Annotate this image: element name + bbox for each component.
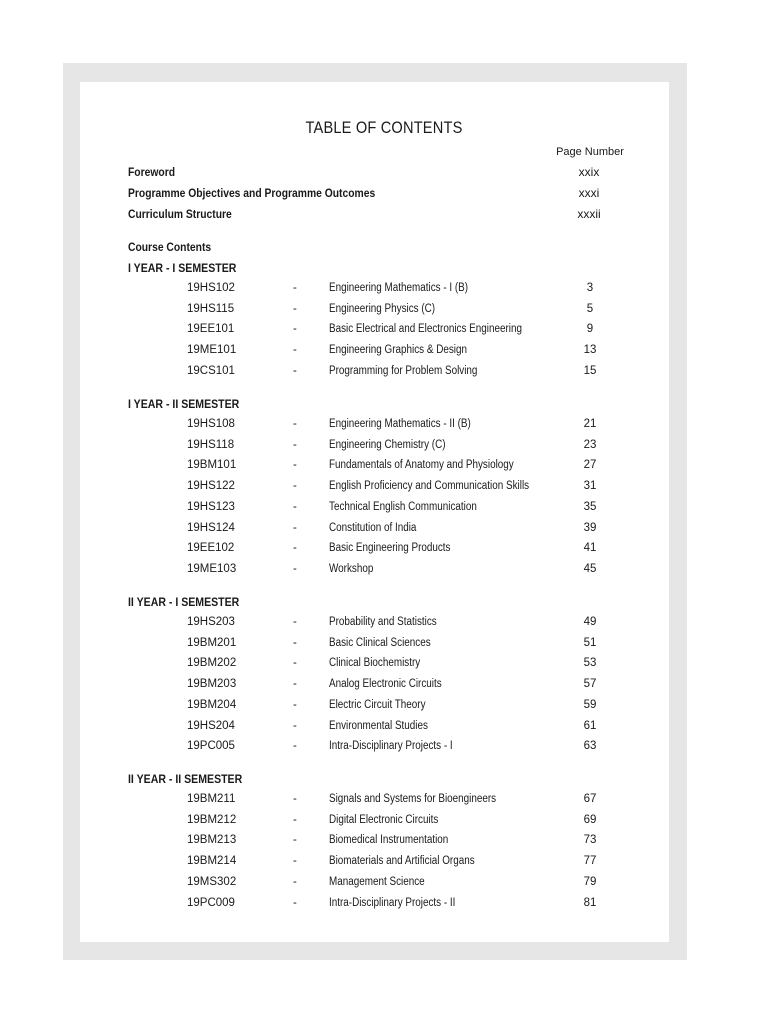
course-title: Environmental Studies	[329, 719, 428, 732]
page-number: 31	[583, 480, 597, 493]
course-code: 19BM203	[187, 678, 237, 691]
course-code: 19HS102	[187, 282, 235, 294]
separator-dash: -	[293, 719, 297, 732]
course-title: Workshop	[329, 562, 374, 575]
page-number: 61	[583, 719, 597, 732]
course-title: Basic Engineering Products	[329, 542, 451, 555]
page-number: 73	[583, 834, 597, 847]
course-code: 19BM214	[187, 855, 237, 868]
toc-title: TABLE OF CONTENTS	[305, 118, 463, 137]
toc-row	[0, 344, 768, 362]
semester-heading: II YEAR - II SEMESTER	[128, 772, 243, 786]
course-code: 19BM212	[187, 813, 237, 826]
page-number: 79	[583, 875, 597, 888]
course-title: Engineering Graphics & Design	[329, 344, 467, 357]
page-number: 39	[583, 521, 597, 534]
toc-row	[0, 542, 768, 560]
course-title: Management Science	[329, 875, 425, 888]
page-number: 15	[583, 364, 597, 377]
page-number: 53	[583, 657, 597, 670]
course-contents-label: Course Contents	[128, 240, 212, 254]
front-matter-title: Programme Objectives and Programme Outcomes	[128, 186, 376, 200]
page-number: 59	[583, 698, 597, 711]
course-title: English Proficiency and Communication Skills	[329, 480, 530, 493]
course-title: Analog Electronic Circuits	[329, 678, 442, 691]
front-matter-page: xxxi	[578, 186, 600, 200]
course-title: Engineering Mathematics - I (B)	[329, 282, 469, 294]
toc-row	[0, 303, 768, 321]
course-code: 19BM202	[187, 657, 237, 670]
toc-row	[0, 699, 768, 717]
separator-dash: -	[293, 542, 297, 555]
separator-dash: -	[293, 793, 297, 805]
course-title: Biomedical Instrumentation	[329, 834, 449, 847]
course-code: 19PC005	[187, 740, 235, 753]
separator-dash: -	[293, 875, 297, 888]
page-number: 35	[583, 500, 597, 513]
toc-row	[0, 365, 768, 383]
course-title: Clinical Biochemistry	[329, 657, 421, 670]
page-number: 9	[586, 323, 594, 336]
page-number: 5	[586, 302, 594, 315]
toc-row	[0, 720, 768, 738]
toc-row	[0, 855, 768, 873]
course-code: 19BM201	[187, 636, 237, 649]
separator-dash: -	[293, 657, 297, 670]
separator-dash: -	[293, 698, 297, 711]
page-number: 41	[583, 542, 597, 555]
page-number: 67	[583, 793, 597, 805]
course-title: Engineering Physics (C)	[329, 302, 436, 315]
separator-dash: -	[293, 418, 297, 430]
course-code: 19BM213	[187, 834, 237, 847]
course-title: Digital Electronic Circuits	[329, 813, 439, 826]
toc-row	[0, 282, 768, 300]
course-title: Programming for Problem Solving	[329, 364, 478, 377]
course-title: Constitution of India	[329, 521, 417, 534]
toc-row	[0, 793, 768, 811]
course-code: 19HS204	[187, 719, 235, 732]
course-code: 19PC009	[187, 896, 235, 909]
page-number: 23	[583, 438, 597, 451]
separator-dash: -	[293, 740, 297, 753]
course-code: 19BM204	[187, 698, 237, 711]
toc-row	[0, 876, 768, 894]
semester-heading: I YEAR - II SEMESTER	[128, 397, 240, 411]
toc-row	[0, 418, 768, 436]
toc-row	[0, 501, 768, 519]
toc-row	[0, 678, 768, 696]
course-code: 19HS115	[187, 302, 235, 315]
separator-dash: -	[293, 344, 297, 357]
course-code: 19EE101	[187, 323, 235, 336]
course-code: 19CS101	[187, 364, 235, 377]
course-code: 19BM101	[187, 459, 237, 472]
page-number: 21	[583, 418, 597, 430]
page-number: 45	[583, 562, 597, 575]
course-code: 19HS124	[187, 521, 235, 534]
course-code: 19HS203	[187, 616, 235, 628]
separator-dash: -	[293, 896, 297, 909]
semester-heading: I YEAR - I SEMESTER	[128, 261, 237, 275]
front-matter-page: xxix	[578, 165, 600, 179]
front-matter-page: xxxii	[577, 207, 601, 221]
course-code: 19ME101	[187, 344, 237, 357]
course-title: Engineering Mathematics - II (B)	[329, 418, 471, 430]
toc-row	[0, 439, 768, 457]
course-title: Basic Electrical and Electronics Engineering	[329, 323, 522, 336]
page-number: 3	[586, 282, 594, 294]
separator-dash: -	[293, 834, 297, 847]
course-title: Biomaterials and Artificial Organs	[329, 855, 475, 868]
page-number: 13	[583, 344, 597, 357]
separator-dash: -	[293, 364, 297, 377]
course-title: Basic Clinical Sciences	[329, 636, 431, 649]
front-matter-title: Curriculum Structure	[128, 207, 232, 221]
page-number: 81	[583, 896, 597, 909]
course-code: 19ME103	[187, 562, 237, 575]
toc-row	[0, 637, 768, 655]
toc-row	[0, 897, 768, 915]
page-number: 49	[583, 616, 597, 628]
page-number: 63	[583, 740, 597, 753]
toc-row	[0, 323, 768, 341]
toc-row	[0, 522, 768, 540]
course-code: 19BM211	[187, 793, 236, 805]
course-code: 19MS302	[187, 875, 237, 888]
separator-dash: -	[293, 438, 297, 451]
course-code: 19EE102	[187, 542, 235, 555]
toc-row	[0, 616, 768, 634]
course-title: Probability and Statistics	[329, 616, 437, 628]
course-title: Electric Circuit Theory	[329, 698, 426, 711]
separator-dash: -	[293, 302, 297, 315]
course-title: Fundamentals of Anatomy and Physiology	[329, 459, 514, 472]
course-code: 19HS123	[187, 500, 235, 513]
page-number: 27	[583, 459, 597, 472]
separator-dash: -	[293, 500, 297, 513]
toc-row	[0, 814, 768, 832]
course-title: Engineering Chemistry (C)	[329, 438, 446, 451]
page-number: 77	[583, 855, 597, 868]
semester-heading: II YEAR - I SEMESTER	[128, 595, 240, 609]
toc-row	[0, 563, 768, 581]
page-number: 69	[583, 813, 597, 826]
page-number: 51	[583, 636, 597, 649]
separator-dash: -	[293, 636, 297, 649]
front-matter-title: Foreword	[128, 165, 176, 179]
separator-dash: -	[293, 282, 297, 294]
course-code: 19HS118	[187, 438, 235, 451]
toc-row	[0, 459, 768, 477]
separator-dash: -	[293, 813, 297, 826]
separator-dash: -	[293, 459, 297, 472]
course-title: Technical English Communication	[329, 500, 477, 513]
toc-row	[0, 834, 768, 852]
separator-dash: -	[293, 480, 297, 493]
page-number: 57	[583, 678, 597, 691]
separator-dash: -	[293, 521, 297, 534]
course-code: 19HS122	[187, 480, 235, 493]
page-number-header: Page Number	[556, 146, 624, 158]
separator-dash: -	[293, 562, 297, 575]
separator-dash: -	[293, 855, 297, 868]
toc-row	[0, 657, 768, 675]
course-title: Intra-Disciplinary Projects - II	[329, 896, 456, 909]
separator-dash: -	[293, 678, 297, 691]
toc-row	[0, 740, 768, 758]
separator-dash: -	[293, 616, 297, 628]
separator-dash: -	[293, 323, 297, 336]
course-title: Signals and Systems for Bioengineers	[329, 793, 497, 805]
toc-row	[0, 480, 768, 498]
course-title: Intra-Disciplinary Projects - I	[329, 740, 453, 753]
course-code: 19HS108	[187, 418, 235, 430]
